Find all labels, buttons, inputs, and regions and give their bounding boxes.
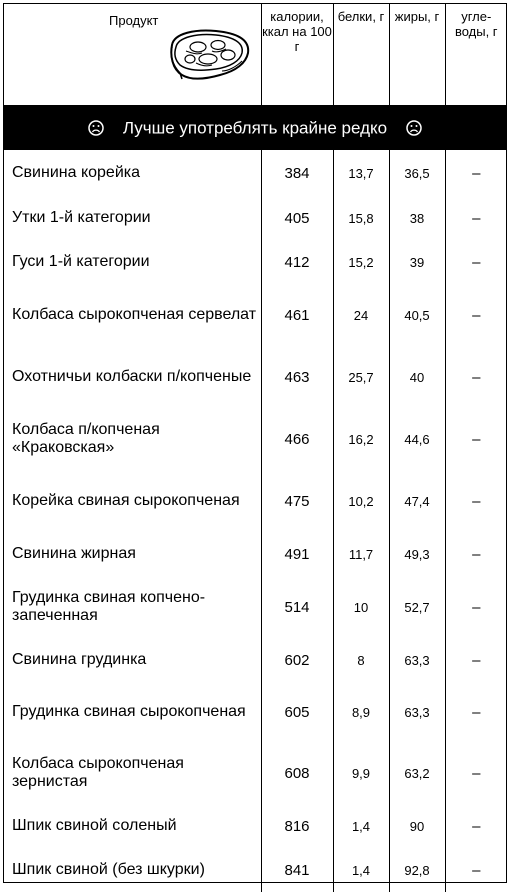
protein-cell: 13,7: [333, 150, 389, 196]
carbs-cell: –: [445, 742, 507, 804]
carbs-cell: –: [445, 240, 507, 284]
carbs-cell: –: [445, 196, 507, 240]
calories-cell: 602: [261, 638, 333, 682]
fat-cell: 90: [389, 804, 445, 848]
protein-cell: 10,2: [333, 470, 389, 532]
fat-cell: 40: [389, 346, 445, 408]
product-name-cell: Колбаса п/копченая «Краковская»: [12, 421, 160, 456]
protein-cell: 1,4: [333, 804, 389, 848]
header-carbs: угле-воды, г: [445, 3, 507, 106]
carbs-cell: –: [445, 848, 507, 892]
calories-cell: 816: [261, 804, 333, 848]
calories-cell: 461: [261, 284, 333, 346]
header-protein: белки, г: [333, 3, 389, 106]
product-name-cell: Грудинка свиная сырокопченая: [12, 703, 246, 720]
calories-cell: 466: [261, 408, 333, 470]
product-name-cell: Шпик свиной (без шкурки): [12, 861, 205, 878]
calories-cell: 463: [261, 346, 333, 408]
product-name-cell: Свинина грудинка: [12, 651, 147, 668]
protein-cell: 9,9: [333, 742, 389, 804]
calories-cell: 412: [261, 240, 333, 284]
fat-cell: 49,3: [389, 532, 445, 576]
fat-cell: 63,2: [389, 742, 445, 804]
carbs-cell: –: [445, 682, 507, 742]
fat-cell: 36,5: [389, 150, 445, 196]
carbs-cell: –: [445, 576, 507, 638]
carbs-cell: –: [445, 150, 507, 196]
product-name-cell: Свинина жирная: [12, 545, 136, 562]
fat-cell: 44,6: [389, 408, 445, 470]
header-calories: калории, ккал на 100 г: [261, 3, 333, 106]
product-name-cell: Охотничьи колбаски п/копченые: [12, 368, 252, 385]
header-fat: жиры, г: [389, 3, 445, 106]
protein-cell: 15,2: [333, 240, 389, 284]
carbs-cell: –: [445, 804, 507, 848]
fat-cell: 92,8: [389, 848, 445, 892]
fat-cell: 52,7: [389, 576, 445, 638]
section-band-text: Лучше употреблять крайне редко: [122, 118, 388, 138]
protein-cell: 1,4: [333, 848, 389, 892]
product-name-cell: Утки 1-й категории: [12, 209, 151, 226]
protein-cell: 16,2: [333, 408, 389, 470]
product-name-cell: Корейка свиная сырокопченая: [12, 492, 240, 509]
product-name-cell: Грудинка свиная копчено-запеченная: [12, 589, 206, 624]
carbs-cell: –: [445, 638, 507, 682]
fat-cell: 47,4: [389, 470, 445, 532]
calories-cell: 608: [261, 742, 333, 804]
product-name-cell: Свинина корейка: [12, 164, 141, 181]
calories-cell: 405: [261, 196, 333, 240]
product-name-cell: Гуси 1-й категории: [12, 253, 150, 270]
calories-cell: 841: [261, 848, 333, 892]
product-name-cell: Шпик свиной соленый: [12, 817, 177, 834]
protein-cell: 25,7: [333, 346, 389, 408]
header-product-label: Продукт: [109, 13, 159, 28]
calories-cell: 514: [261, 576, 333, 638]
table-frame: [3, 3, 507, 883]
protein-cell: 15,8: [333, 196, 389, 240]
product-name-cell: Колбаса сырокопченая сервелат: [12, 306, 257, 323]
calories-cell: 384: [261, 150, 333, 196]
calories-cell: 475: [261, 470, 333, 532]
carbs-cell: –: [445, 284, 507, 346]
carbs-cell: –: [445, 346, 507, 408]
fat-cell: 63,3: [389, 682, 445, 742]
protein-cell: 8: [333, 638, 389, 682]
protein-cell: 24: [333, 284, 389, 346]
fat-cell: 40,5: [389, 284, 445, 346]
carbs-cell: –: [445, 532, 507, 576]
protein-cell: 11,7: [333, 532, 389, 576]
carbs-cell: –: [445, 470, 507, 532]
protein-cell: 10: [333, 576, 389, 638]
calories-cell: 491: [261, 532, 333, 576]
fat-cell: 38: [389, 196, 445, 240]
carbs-cell: –: [445, 408, 507, 470]
fat-cell: 63,3: [389, 638, 445, 682]
calories-cell: 605: [261, 682, 333, 742]
fat-cell: 39: [389, 240, 445, 284]
product-name-cell: Колбаса сырокопченая зернистая: [12, 755, 184, 790]
protein-cell: 8,9: [333, 682, 389, 742]
